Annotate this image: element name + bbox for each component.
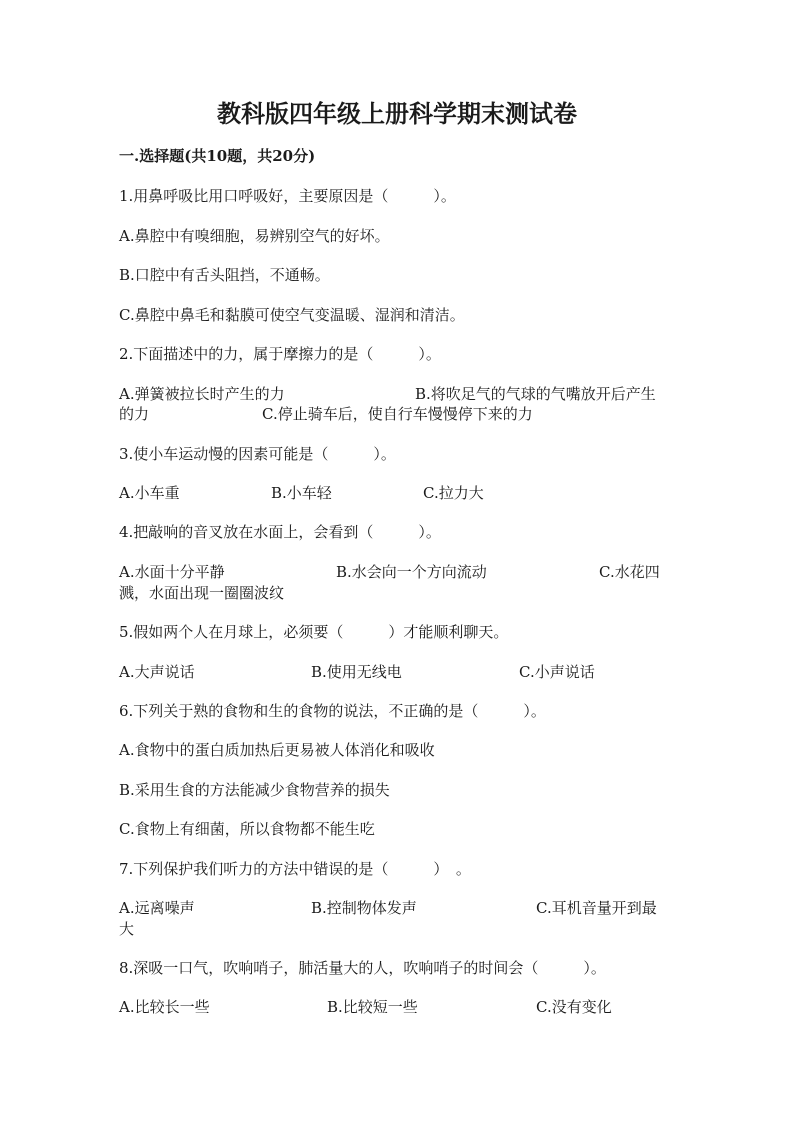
- question-5-option-b: B.使用无线电: [311, 663, 402, 681]
- section-heading: 一.选择题(共10题，共20分): [119, 147, 316, 165]
- question-7-option-a: A.远离噪声: [119, 899, 195, 917]
- question-5-option-a: A.大声说话: [119, 663, 195, 681]
- page-title: 教科版四年级上册科学期末测试卷: [217, 99, 577, 128]
- question-4-stem: 4.把敲响的音叉放在水面上，会看到（ ）。: [119, 523, 441, 541]
- question-2-option-a: A.弹簧被拉长时产生的力: [119, 385, 285, 403]
- question-6-option-c: C.食物上有细菌，所以食物都不能生吃: [119, 820, 375, 838]
- question-8-option-c: C.没有变化: [536, 998, 612, 1016]
- question-4-option-c-continued: 溅，水面出现一圈圈波纹: [119, 584, 285, 602]
- question-1-option-b: B.口腔中有舌头阻挡，不通畅。: [119, 266, 330, 284]
- question-7-option-c-continued: 大: [119, 920, 135, 938]
- question-2-stem: 2.下面描述中的力，属于摩擦力的是（ ）。: [119, 345, 441, 363]
- question-8-option-a: A.比较长一些: [119, 998, 210, 1016]
- question-2-option-b: B.将吹足气的气球的气嘴放开后产生: [415, 385, 656, 403]
- question-4-option-c: C.水花四: [599, 563, 660, 581]
- question-4-option-b: B.水会向一个方向流动: [336, 563, 487, 581]
- question-7-stem: 7.下列保护我们听力的方法中错误的是（ ） 。: [119, 860, 471, 878]
- question-5-option-c: C.小声说话: [519, 663, 595, 681]
- question-2-option-b-continued: 的力: [119, 405, 150, 423]
- question-8-option-b: B.比较短一些: [327, 998, 418, 1016]
- question-7-option-b: B.控制物体发声: [311, 899, 417, 917]
- question-5-stem: 5.假如两个人在月球上，必须要（ ）才能顺利聊天。: [119, 623, 509, 641]
- question-4-option-a: A.水面十分平静: [119, 563, 225, 581]
- question-8-stem: 8.深吸一口气，吹响哨子，肺活量大的人，吹响哨子的时间会（ ）。: [119, 959, 606, 977]
- question-3-option-c: C.拉力大: [423, 484, 484, 502]
- question-7-option-c: C.耳机音量开到最: [536, 899, 657, 917]
- question-3-option-b: B.小车轻: [271, 484, 332, 502]
- question-1-option-c: C.鼻腔中鼻毛和黏膜可使空气变温暖、湿润和清洁。: [119, 306, 465, 324]
- question-3-option-a: A.小车重: [119, 484, 180, 502]
- question-3-stem: 3.使小车运动慢的因素可能是（ ）。: [119, 445, 396, 463]
- question-1-stem: 1.用鼻呼吸比用口呼吸好，主要原因是（ ）。: [119, 187, 456, 205]
- question-6-option-b: B.采用生食的方法能减少食物营养的损失: [119, 781, 390, 799]
- question-2-option-c: C.停止骑车后，使自行车慢慢停下来的力: [262, 405, 533, 423]
- question-6-stem: 6.下列关于熟的食物和生的食物的说法，不正确的是（ ）。: [119, 702, 546, 720]
- question-1-option-a: A.鼻腔中有嗅细胞，易辨别空气的好坏。: [119, 227, 390, 245]
- question-6-option-a: A.食物中的蛋白质加热后更易被人体消化和吸收: [119, 741, 435, 759]
